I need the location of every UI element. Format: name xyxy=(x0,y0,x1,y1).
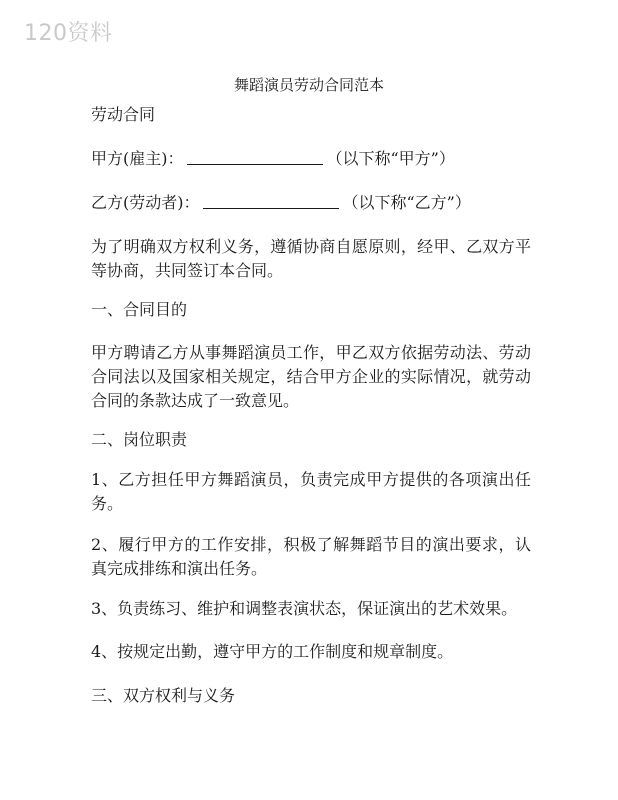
party-b-suffix: （以下称“乙方”） xyxy=(342,193,471,212)
section-1-paragraph: 甲方聘请乙方从事舞蹈演员工作，甲乙双方依据劳动法、劳动合同法以及国家相关规定，结合甲方企业的实际情况，就劳动合同的条款达成了一致意见。 xyxy=(91,343,531,410)
duty-item-1: 1、乙方担任甲方舞蹈演员，负责完成甲方提供的各项演出任务。 xyxy=(91,470,531,513)
duty-item-2: 2、履行甲方的工作安排，积极了解舞蹈节目的演出要求，认真完成排练和演出任务。 xyxy=(91,535,531,578)
duty-item-4: 4、按规定出勤，遵守甲方的工作制度和规章制度。 xyxy=(91,642,454,661)
party-b-label: 乙方(劳动者)： xyxy=(91,193,200,212)
document-title: 舞蹈演员劳动合同范本 xyxy=(233,76,384,94)
party-a-line xyxy=(91,147,455,171)
section-1-heading: 一、合同目的 xyxy=(91,300,188,319)
party-a-label: 甲方(雇主)： xyxy=(91,149,184,168)
party-b-line xyxy=(91,191,471,215)
watermark-logo: 120资料 xyxy=(24,21,113,46)
section-3-heading: 三、双方权利与义务 xyxy=(91,686,236,705)
duty-item-3: 3、负责练习、维护和调整表演状态，保证演出的艺术效果。 xyxy=(91,599,518,618)
document-subtitle: 劳动合同 xyxy=(91,105,156,124)
party-a-suffix: （以下称“甲方”） xyxy=(326,149,455,168)
section-2-heading: 二、岗位职责 xyxy=(91,430,188,449)
intro-paragraph: 为了明确双方权利义务，遵循协商自愿原则，经甲、乙双方平等协商，共同签订本合同。 xyxy=(91,237,531,280)
party-a-blank xyxy=(187,150,323,165)
party-b-blank xyxy=(203,194,339,209)
